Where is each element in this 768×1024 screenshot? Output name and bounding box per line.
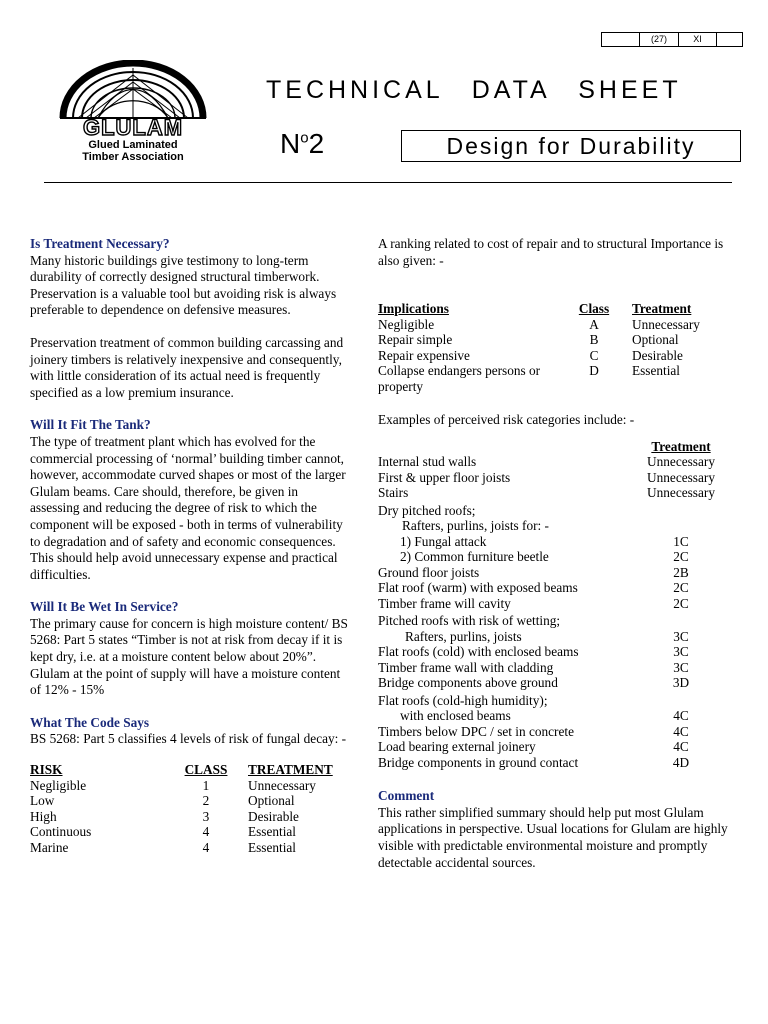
table-row: Low 2 Optional bbox=[30, 793, 295, 809]
paragraph: Many historic buildings give testimony to long-term durability of correctly designed structural timberwork. Preservation is a valuable tool but avoiding risk is always preferable to dependence on defensive measures. bbox=[30, 252, 337, 318]
table-row: Rafters, purlins, joists 3C bbox=[405, 628, 689, 644]
table-row: Load bearing external joinery 4C bbox=[378, 739, 689, 755]
table-row: Marine 4 Essential bbox=[30, 839, 297, 855]
table-row: Flat roofs (cold-high humidity); bbox=[378, 692, 548, 708]
section-ref: XI bbox=[679, 33, 717, 46]
document-title: TECHNICAL DATA SHEET bbox=[266, 76, 682, 104]
table-row: Internal stud walls Unnecessary bbox=[378, 454, 715, 470]
paragraph: The primary cause for concern is high moisture content/ BS 5268: Part 5 states “Timber is not at risk from decay if it is kept dry, i.e. at a moisture content below about 20%”. Glulam at the point of supply will have a moisture content of 12% - 15% bbox=[30, 615, 348, 698]
section-heading: What The Code Says bbox=[30, 714, 150, 730]
table-row: Negligible 1 Unnecessary bbox=[30, 777, 316, 793]
table-header: Treatment bbox=[651, 438, 711, 454]
table-row: 1) Fungal attack 1C bbox=[400, 533, 689, 549]
table-row: Timber frame will cavity 2C bbox=[378, 595, 689, 611]
table-row: Timbers below DPC / set in concrete 4C bbox=[378, 723, 689, 739]
logo-text bbox=[58, 117, 208, 163]
paragraph: The type of treatment plant which has evolved for the commercial processing of ‘normal’ building timber cannot, however, accommodate curved shapes or most of the larger Glulam beams. Care should, therefore, be given in assessing and reducing the degree of risk to which the component will be exposed - both in terms of vulnerability to degradation and of safety and economic consequences. This should help avoid unnecessary expense and practical difficulties. bbox=[30, 433, 346, 582]
table-row: 2) Common furniture beetle 2C bbox=[400, 549, 689, 565]
table-header: Treatment bbox=[632, 301, 692, 317]
section-heading: Comment bbox=[378, 788, 435, 804]
section-heading: Will It Fit The Tank? bbox=[30, 417, 151, 433]
table-header: Implications bbox=[378, 301, 449, 317]
section-heading: Will It Be Wet In Service? bbox=[30, 599, 179, 615]
paragraph: Examples of perceived risk categories include: - bbox=[378, 412, 635, 428]
table-header: RISK bbox=[30, 762, 63, 778]
sheet-subtitle: Design for Durability bbox=[401, 130, 741, 162]
paragraph: A ranking related to cost of repair and to structural Importance is also given: - bbox=[378, 236, 724, 268]
table-row: Repair simple B Optional bbox=[378, 332, 679, 348]
table-row: with enclosed beams 4C bbox=[400, 708, 689, 724]
logo-wordmark: GLULAM bbox=[82, 115, 184, 140]
section-heading: Is Treatment Necessary? bbox=[30, 236, 170, 251]
table-row: Dry pitched roofs; bbox=[378, 502, 476, 518]
table-row: High 3 Desirable bbox=[30, 808, 299, 824]
table-row: First & upper floor joists Unnecessary bbox=[378, 469, 715, 485]
header-divider bbox=[44, 182, 732, 183]
right-column bbox=[378, 236, 738, 871]
table-row: Rafters, purlins, joists for: - bbox=[402, 518, 549, 534]
table-header: Class bbox=[578, 301, 610, 317]
sheet-number: $N^o2$ bbox=[280, 128, 325, 159]
paragraph: BS 5268: Part 5 classifies 4 levels of risk of fungal decay: - bbox=[30, 731, 347, 747]
table-row: Pitched roofs with risk of wetting; bbox=[378, 613, 561, 629]
examples-table bbox=[378, 439, 736, 771]
table-row: Timber frame wall with cladding 3C bbox=[378, 659, 689, 675]
risk-table bbox=[30, 762, 346, 855]
paragraph: This rather simplified summary should help put most Glulam applications in perspective. Usual locations for Glulam are highly visible with predictable environmental moisture and promptly detectable accidental sources. bbox=[378, 804, 728, 870]
table-row: Collapse endangers persons or property D Essential bbox=[378, 363, 681, 394]
paragraph: Preservation treatment of common building carcassing and joinery timbers is relatively inexpensive and consequently, with little consideration of its actual need is frequently specified as a low premium insurance. bbox=[30, 334, 344, 400]
table-row: Bridge components above ground 3D bbox=[378, 675, 690, 691]
table-row: Negligible A Unnecessary bbox=[378, 316, 700, 332]
table-header: TREATMENT bbox=[248, 762, 333, 778]
page-ref: (27) bbox=[640, 33, 679, 46]
table-row: Continuous 4 Essential bbox=[30, 824, 297, 840]
table-row: Flat roof (warm) with exposed beams 2C bbox=[378, 580, 689, 596]
logo-subtitle-line2: Timber Association bbox=[82, 151, 184, 163]
left-column bbox=[30, 236, 350, 855]
table-row: Repair expensive C Desirable bbox=[378, 347, 683, 363]
table-row: Bridge components in ground contact 4D bbox=[378, 754, 690, 770]
table-header: CLASS bbox=[184, 762, 228, 778]
table-row: Flat roofs (cold) with enclosed beams 3C bbox=[378, 644, 689, 660]
table-row: Stairs Unnecessary bbox=[378, 485, 715, 501]
table-row: Ground floor joists 2B bbox=[378, 564, 689, 580]
logo-subtitle-line1: Glued Laminated bbox=[88, 139, 178, 151]
implications-table bbox=[378, 301, 736, 394]
reference-box bbox=[601, 32, 743, 47]
